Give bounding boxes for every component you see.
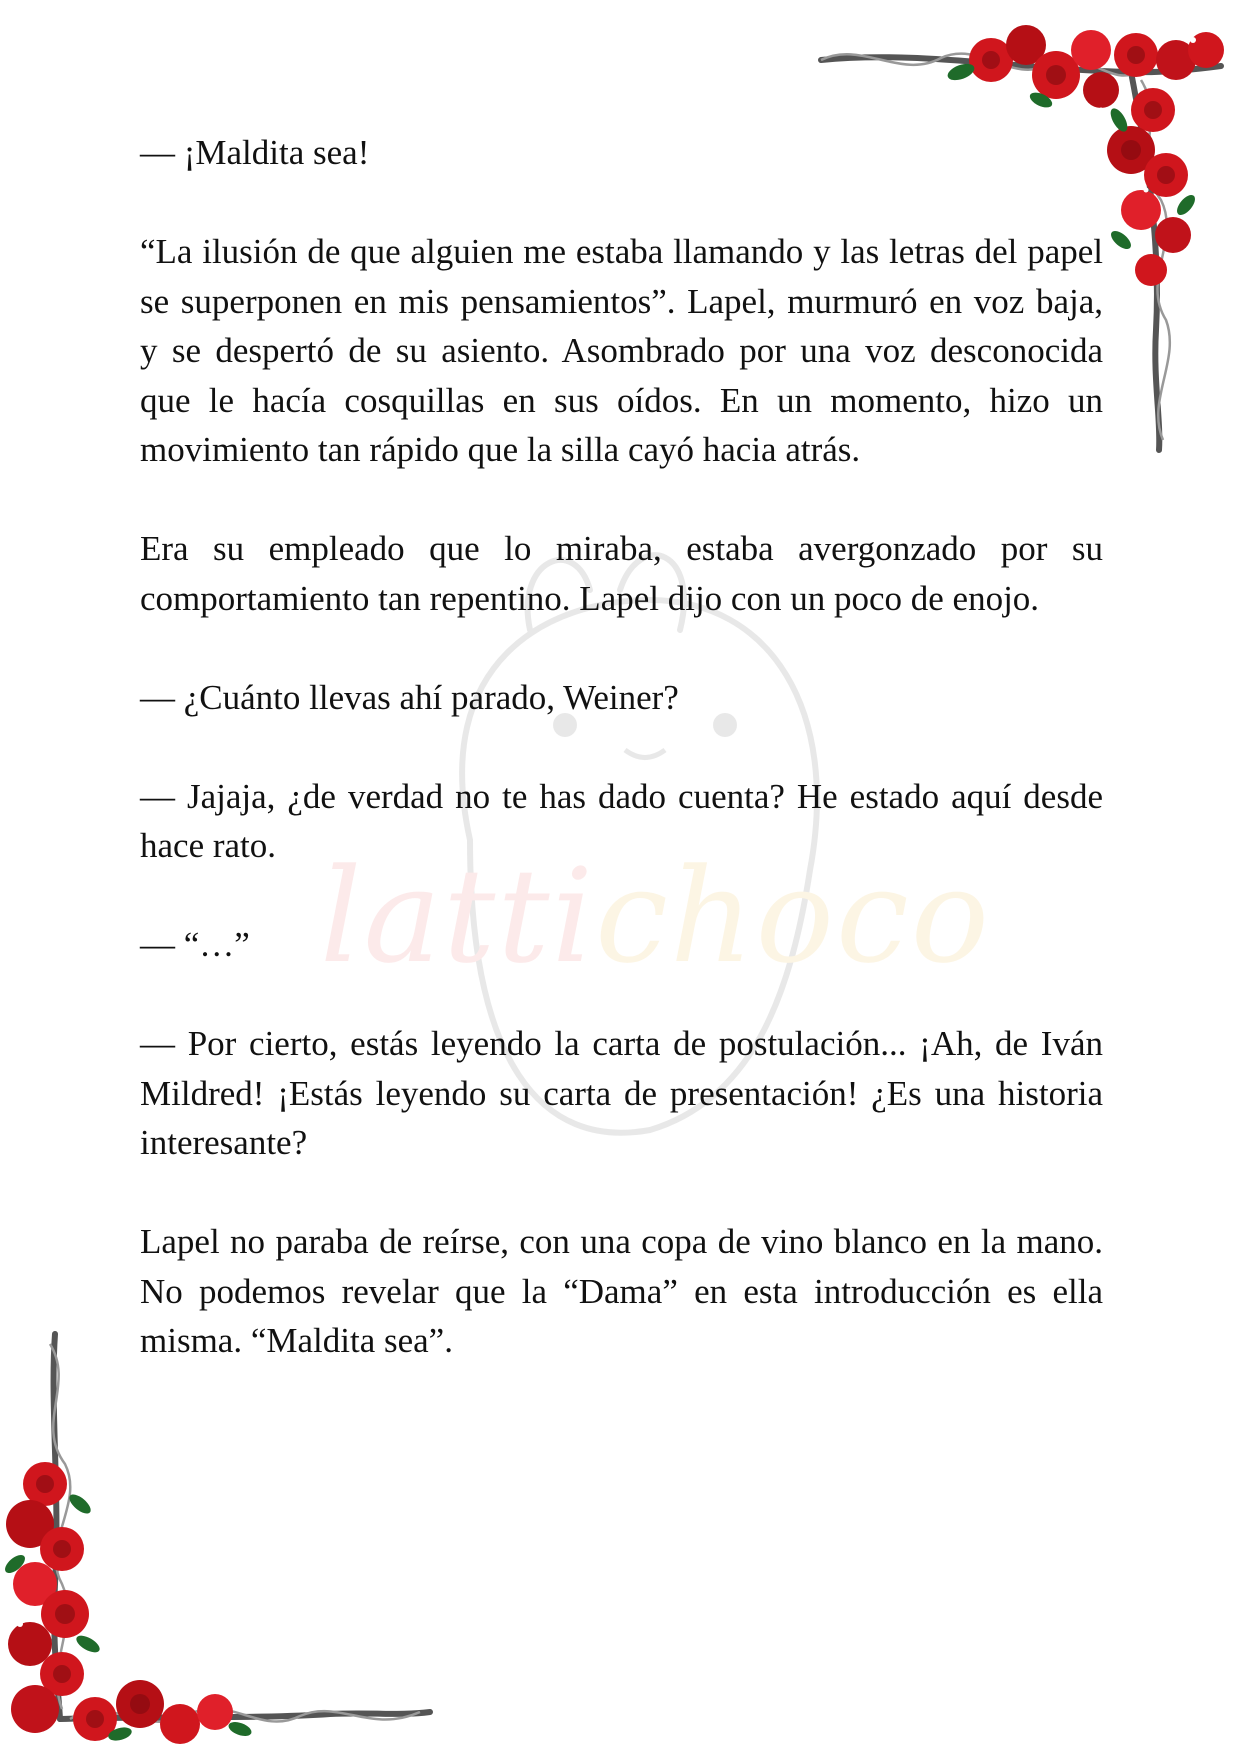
dialogue-line: — ¡Maldita sea! (140, 133, 370, 172)
dialogue-line: — Jajaja, ¿de verdad no te has dado cuenta? He estado aquí desde hace rato. (140, 776, 1103, 865)
document-body (140, 128, 1103, 1415)
watermark-text-part2: choco (595, 840, 992, 992)
dialogue-line: — Por cierto, estás leyendo la carta de postulación... ¡Ah, de Iván Mildred! ¡Estás leyendo su carta de presentación! ¿Es una historia interesante? (140, 1024, 1103, 1162)
dialogue-line: — ¿Cuánto llevas ahí parado, Weiner? (140, 677, 679, 717)
narration-paragraph: Lapel no paraba de reírse, con una copa de vino blanco en la mano. No podemos revelar que la “Dama” en esta introducción es ella misma. “Maldita sea”. (140, 1222, 1103, 1360)
watermark-text-part1: latti (320, 840, 596, 992)
dialogue-line: — “…” (140, 925, 250, 964)
narration-paragraph: “La ilusión de que alguien me estaba llamando y las letras del papel se superponen en mis pensamientos”. Lapel, murmuró en voz baja, y se despertó de su asiento. Asombrado por una voz desconocida que le hacía cosquillas en sus oídos. En un momento, hizo un movimiento tan rápido que la silla cayó hacia atrás. (140, 232, 1103, 469)
narration-paragraph: Era su empleado que lo miraba, estaba avergonzado por su comportamiento tan repentino. Lapel dijo con un poco de enojo. (140, 529, 1103, 618)
